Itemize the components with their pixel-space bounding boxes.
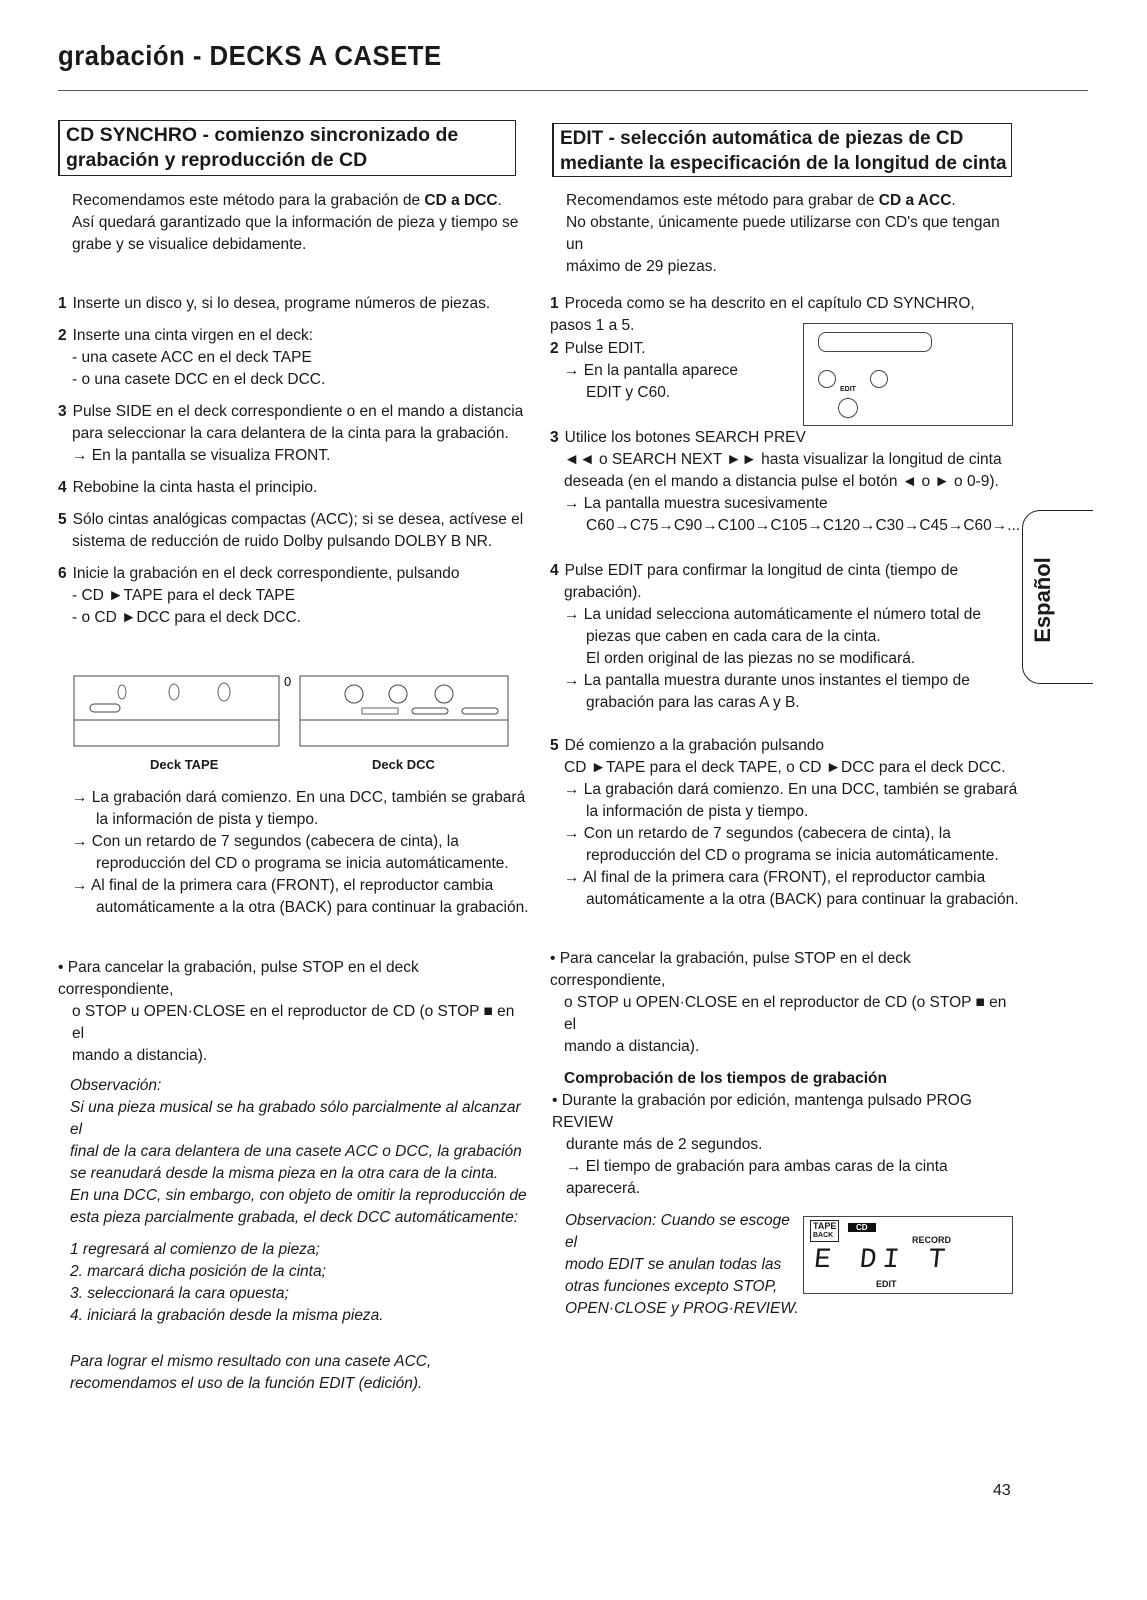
display-window xyxy=(818,332,932,352)
cancel-line: mando a distancia). xyxy=(72,1047,208,1064)
step-line: → En la pantalla se visualiza FRONT. xyxy=(72,447,331,464)
step-line: - o una casete DCC en el deck DCC. xyxy=(72,371,326,388)
edit-heading xyxy=(552,123,1012,177)
result-line: automáticamente a la otra (BACK) para continuar la grabación. xyxy=(96,899,529,916)
step-2: 2 Inserte una cinta virgen en el deck: xyxy=(58,327,314,344)
step-line: → La pantalla muestra durante unos instantes el tiempo de xyxy=(564,672,970,689)
intro-line: Recomendamos este método para la grabación de CD a DCC. xyxy=(72,192,502,209)
result-line: reproducción del CD o programa se inicia automáticamente. xyxy=(96,855,509,872)
heading-line: EDIT - selección automática de piezas de CD xyxy=(560,128,964,149)
page-title: grabación - DECKS A CASETE xyxy=(58,40,442,71)
button-circle xyxy=(818,370,836,388)
intro-line: grabe y se visualice debidamente. xyxy=(72,236,307,253)
note-line: Si una pieza musical se ha grabado sólo parcialmente al alcanzar el xyxy=(70,1099,521,1138)
step-line: piezas que caben en cada cara de la cinta. xyxy=(586,628,881,645)
intro-line: Así quedará garantizado que la información de pieza y tiempo se xyxy=(72,214,519,231)
step-line: deseada (en el mando a distancia pulse el botón ◄ o ► o 0-9). xyxy=(564,473,999,490)
edit-button-circle xyxy=(838,398,858,418)
check-line: • Durante la grabación por edición, mantenga pulsado PROG REVIEW xyxy=(552,1092,972,1131)
note-end-line: recomendamos el uso de la función EDIT (edición). xyxy=(70,1375,423,1392)
edit-step-4: 4 Pulse EDIT para confirmar la longitud de cinta (tiempo de grabación). → La unidad selecciona automáticamente el número total de piezas que caben en cada cara de la cinta. El orden original de las piezas no se modificará. → La pantalla muestra durante unos instantes el tiempo de grabación para las caras A y B. xyxy=(550,560,1000,714)
edit-step-5: 5 Dé comienzo a la grabación pulsando CD ►TAPE para el deck TAPE, o CD ►DCC para el deck DCC. → La grabación dará comienzo. En una DCC, también se grabará la información de pista y tiempo. → Con un retardo de 7 segundos (cabecera de cinta), la reproducción del CD o programa se inicia automáticamente. → Al final de la primera cara (FRONT), el reproductor cambia automáticamente a la otra (BACK) para continuar la grabación. xyxy=(550,735,1020,911)
edit-step-3: 3 Utilice los botones SEARCH PREV ◄◄ o SEARCH NEXT ►► hasta visualizar la longitud de cinta deseada (en el mando a distancia pulse el botón ◄ o ► o 0-9). → La pantalla muestra sucesivamente C60→C75→C90→C100→C105→C120→C30→C45→C60→... xyxy=(550,427,1020,537)
result-line: → Al final de la primera cara (FRONT), el reproductor cambia xyxy=(72,877,494,894)
step-line: la información de pista y tiempo. xyxy=(586,803,809,820)
edit-display-figure xyxy=(803,323,1013,426)
step-3: 3 Pulse SIDE en el deck correspondiente o en el mando a distancia xyxy=(58,403,524,420)
intro-line: Recomendamos este método para grabar de CD a ACC. xyxy=(566,192,956,209)
observation-note xyxy=(70,1075,530,1395)
heading-line: grabación y reproducción de CD xyxy=(66,149,368,171)
check-title: Comprobación de los tiempos de grabación xyxy=(564,1070,887,1087)
step-line: grabación para las caras A y B. xyxy=(586,694,800,711)
step-line: automáticamente a la otra (BACK) para continuar la grabación. xyxy=(586,891,1019,908)
obs-line: Observacion: Cuando se escoge el xyxy=(565,1212,790,1251)
step-line: → La unidad selecciona automáticamente el número total de xyxy=(564,606,982,623)
deck-tape-label: Deck TAPE xyxy=(150,757,219,772)
cancel-line: o STOP u OPEN·CLOSE en el reproductor de CD (o STOP ■ en el xyxy=(564,994,1007,1033)
note-line: esta pieza parcialmente grabada, el deck DCC automáticamente: xyxy=(70,1209,519,1226)
deck-dcc-label: Deck DCC xyxy=(372,757,435,772)
note-list-item: 3. seleccionará la cara opuesta; xyxy=(70,1285,289,1302)
step-line: → La pantalla muestra sucesivamente xyxy=(564,495,828,512)
cd-synchro-steps xyxy=(58,293,528,629)
edit-observation xyxy=(565,1210,805,1320)
cd-synchro-intro xyxy=(72,190,522,256)
intro-line: No obstante, únicamente puede utilizarse con CD's que tengan un xyxy=(566,214,1000,253)
step-line: → En la pantalla aparece xyxy=(564,362,739,379)
edit-small-label: EDIT xyxy=(840,386,856,393)
step-line: → Al final de la primera cara (FRONT), el reproductor cambia xyxy=(564,869,986,886)
record-indicator: RECORD xyxy=(912,1235,952,1245)
intro-line: máximo de 29 piezas. xyxy=(566,258,717,275)
note-title: Observación: xyxy=(70,1077,162,1094)
note-line: final de la cara delantera de una casete ACC o DCC, la grabación xyxy=(70,1143,522,1160)
step-line: sistema de reducción de ruido Dolby pulsando DOLBY B NR. xyxy=(72,533,493,550)
result-line: → La grabación dará comienzo. En una DCC, también se grabará xyxy=(72,789,526,806)
step-1: 1 Inserte un disco y, si lo desea, programe números de piezas. xyxy=(58,295,491,312)
cd-synchro-cancel xyxy=(58,957,528,1067)
step-line: El orden original de las piezas no se modificará. xyxy=(586,650,916,667)
step-line: → La grabación dará comienzo. En una DCC, también se grabará xyxy=(564,781,1018,798)
deck-drawing xyxy=(72,672,512,750)
step-line: → Con un retardo de 7 segundos (cabecera de cinta), la xyxy=(564,825,951,842)
tape-text: TAPE xyxy=(813,1221,837,1231)
cancel-line: mando a distancia). xyxy=(564,1038,700,1055)
note-line: En una DCC, sin embargo, con objeto de omitir la reproducción de xyxy=(70,1187,527,1204)
result-line: la información de pista y tiempo. xyxy=(96,811,319,828)
obs-line: otras funciones excepto STOP, xyxy=(565,1278,778,1295)
edit-step-1: 1 Proceda como se ha descrito en el capítulo CD SYNCHRO, pasos 1 a 5. xyxy=(550,295,975,334)
title-rule xyxy=(58,90,1088,91)
step-line: CD ►TAPE para el deck TAPE, o CD ►DCC para el deck DCC. xyxy=(564,759,1006,776)
edit-intro xyxy=(566,190,1016,278)
svg-text:0: 0 xyxy=(284,674,292,689)
check-line: durante más de 2 segundos. xyxy=(566,1136,763,1153)
step-line: ◄◄ o SEARCH NEXT ►► hasta visualizar la longitud de cinta xyxy=(564,451,1002,468)
tape-indicator xyxy=(810,1220,839,1242)
back-text: BACK xyxy=(813,1232,834,1239)
edit-indicator: EDIT xyxy=(876,1279,897,1289)
check-line: → El tiempo de grabación para ambas caras de la cinta aparecerá. xyxy=(566,1158,948,1197)
result-line: → Con un retardo de 7 segundos (cabecera de cinta), la xyxy=(72,833,459,850)
cd-synchro-results xyxy=(72,787,532,919)
step-6: 6 Inicie la grabación en el deck correspondiente, pulsando xyxy=(58,565,460,582)
cd-synchro-heading xyxy=(58,120,516,176)
step-line: grabación). xyxy=(564,584,642,601)
lcd-display-figure xyxy=(803,1216,1013,1294)
step-line: C60→C75→C90→C100→C105→C120→C30→C45→C60→... xyxy=(586,517,1021,534)
note-list-item: 4. iniciará la grabación desde la misma pieza. xyxy=(70,1307,384,1324)
note-line: se reanudará desde la misma pieza en la otra cara de la cinta. xyxy=(70,1165,499,1182)
page-number: 43 xyxy=(993,1482,1011,1499)
obs-line: modo EDIT se anulan todas las xyxy=(565,1256,782,1273)
heading-line: CD SYNCHRO - comienzo sincronizado de xyxy=(66,124,459,146)
note-list-item: 1 regresará al comienzo de la pieza; xyxy=(70,1241,320,1258)
step-line: - una casete ACC en el deck TAPE xyxy=(72,349,312,366)
lcd-text: E DI T xyxy=(812,1245,953,1276)
edit-step-2: 2 Pulse EDIT. → En la pantalla aparece EDIT y C60. xyxy=(550,338,790,404)
button-circle xyxy=(870,370,888,388)
step-line: - o CD ►DCC para el deck DCC. xyxy=(72,609,301,626)
deck-illustrations xyxy=(72,672,512,750)
cancel-line: • Para cancelar la grabación, pulse STOP en el deck correspondiente, xyxy=(550,950,911,989)
step-line: para seleccionar la cara delantera de la cinta para la grabación. xyxy=(72,425,509,442)
language-label: Español xyxy=(1030,557,1055,643)
cd-indicator: CD xyxy=(848,1223,876,1232)
step-line: reproducción del CD o programa se inicia automáticamente. xyxy=(586,847,999,864)
heading-line: mediante la especificación de la longitud de cinta xyxy=(560,153,1007,174)
note-end-line: Para lograr el mismo resultado con una casete ACC, xyxy=(70,1353,432,1370)
cancel-line: • Para cancelar la grabación, pulse STOP en el deck correspondiente, xyxy=(58,959,419,998)
cancel-line: o STOP u OPEN·CLOSE en el reproductor de CD (o STOP ■ en el xyxy=(72,1003,515,1042)
step-5: 5 Sólo cintas analógicas compactas (ACC); si se desea, actívese el xyxy=(58,511,524,528)
step-line: - CD ►TAPE para el deck TAPE xyxy=(72,587,295,604)
step-line: EDIT y C60. xyxy=(586,384,671,401)
check-recording-times xyxy=(552,1068,1022,1200)
note-list-item: 2. marcará dicha posición de la cinta; xyxy=(70,1263,326,1280)
step-4: 4 Rebobine la cinta hasta el principio. xyxy=(58,479,318,496)
obs-line: OPEN·CLOSE y PROG·REVIEW. xyxy=(565,1300,799,1317)
edit-cancel xyxy=(550,948,1020,1058)
